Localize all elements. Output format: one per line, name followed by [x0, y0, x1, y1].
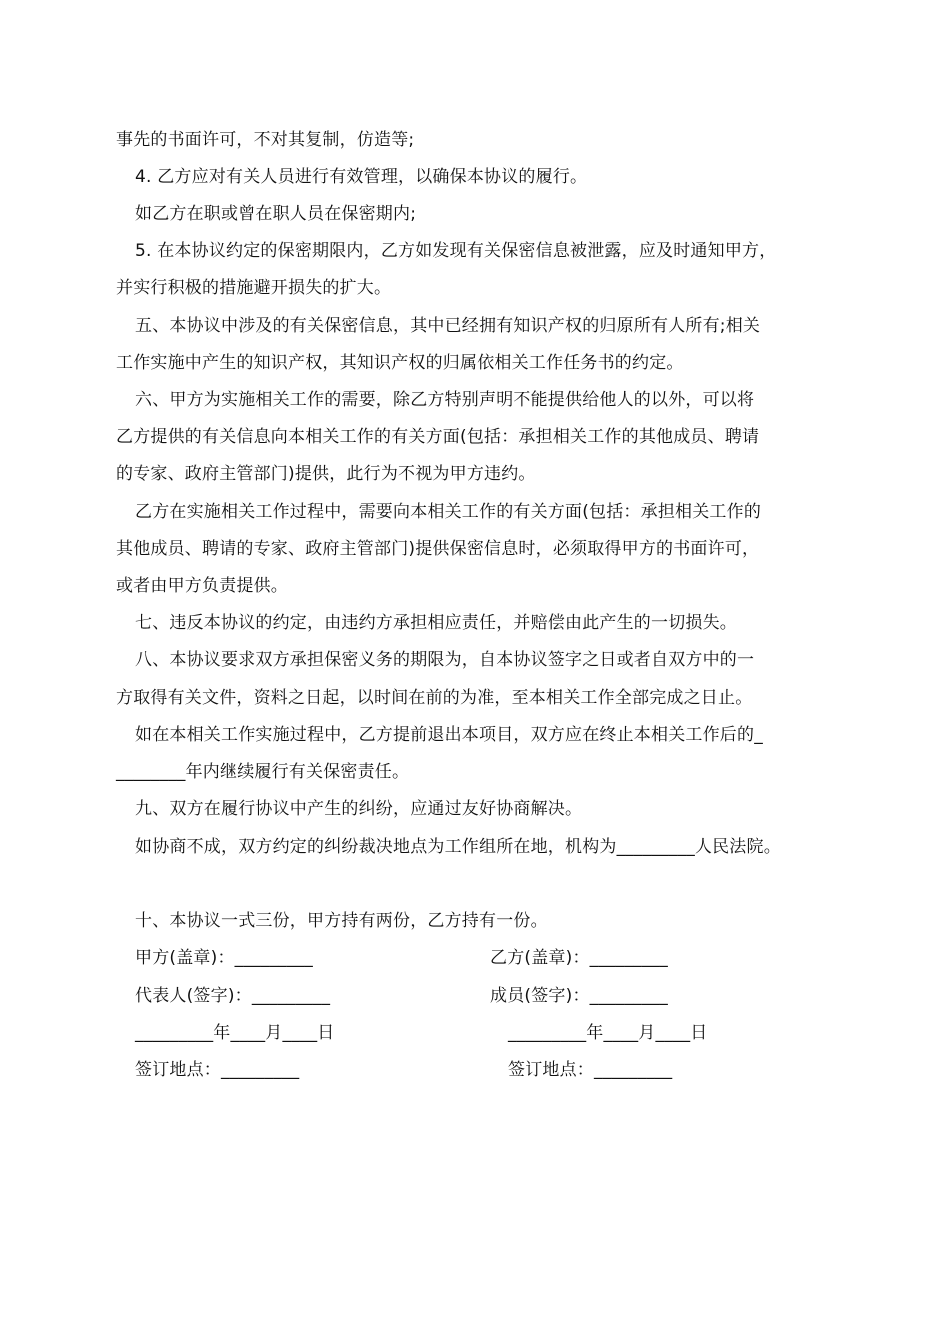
paragraph-line: 事先的书面许可，不对其复制，仿造等;	[116, 130, 415, 150]
paragraph-line: 4. 乙方应对有关人员进行有效管理，以确保本协议的履行。	[135, 167, 588, 187]
paragraph-line: 七、违反本协议的约定，由违约方承担相应责任，并赔偿由此产生的一切损失。	[135, 613, 737, 633]
paragraph-line: 乙方在实施相关工作过程中，需要向本相关工作的有关方面(包括：承担相关工作的	[135, 502, 762, 522]
paragraph-line: 工作实施中产生的知识产权，其知识产权的归属依相关工作任务书的约定。	[116, 353, 684, 373]
paragraph-line: 的专家、政府主管部门)提供，此行为不视为甲方违约。	[116, 464, 536, 484]
paragraph-line: 如协商不成，双方约定的纠纷裁决地点为工作组所在地，机构为_________人民法院。	[135, 837, 781, 857]
paragraph-line: 九、双方在履行协议中产生的纠纷，应通过友好协商解决。	[135, 799, 583, 819]
paragraph-line: 并实行积极的措施避开损失的扩大。	[116, 278, 392, 298]
party-a-signing-place: 签订地点：_________	[135, 1060, 300, 1080]
paragraph-line: 八、本协议要求双方承担保密义务的期限为，自本协议签字之日或者自双方中的一	[135, 650, 755, 670]
party-b-member: 成员(签字)：_________	[490, 986, 668, 1006]
paragraph-line: 方取得有关文件，资料之日起，以时间在前的为准，至本相关工作全部完成之日止。	[116, 688, 753, 708]
paragraph-line: 5. 在本协议约定的保密期限内，乙方如发现有关保密信息被泄露，应及时通知甲方，	[135, 241, 777, 261]
paragraph-line: 如在本相关工作实施过程中，乙方提前退出本项目，双方应在终止本相关工作后的_	[135, 725, 763, 745]
party-b-seal: 乙方(盖章)：_________	[490, 948, 668, 968]
paragraph-line: 五、本协议中涉及的有关保密信息，其中已经拥有知识产权的归原所有人所有;相关	[135, 316, 761, 336]
party-a-date: _________年____月____日	[135, 1023, 335, 1043]
paragraph-line: 其他成员、聘请的专家、政府主管部门)提供保密信息时，必须取得甲方的书面许可，	[116, 539, 760, 559]
paragraph-line: 六、甲方为实施相关工作的需要，除乙方特别声明不能提供给他人的以外，可以将	[135, 390, 755, 410]
paragraph-line: 如乙方在职或曾在职人员在保密期内;	[135, 204, 417, 224]
party-b-signing-place: 签订地点：_________	[508, 1060, 673, 1080]
party-a-representative: 代表人(签字)：_________	[135, 986, 331, 1006]
paragraph-line: ________年内继续履行有关保密责任。	[116, 762, 410, 782]
party-b-date: _________年____月____日	[508, 1023, 708, 1043]
paragraph-line: 或者由甲方负责提供。	[116, 576, 288, 596]
paragraph-line: 十、本协议一式三份，甲方持有两份，乙方持有一份。	[135, 911, 548, 931]
party-a-seal: 甲方(盖章)：_________	[135, 948, 313, 968]
paragraph-line: 乙方提供的有关信息向本相关工作的有关方面(包括：承担相关工作的其他成员、聘请	[116, 427, 760, 447]
